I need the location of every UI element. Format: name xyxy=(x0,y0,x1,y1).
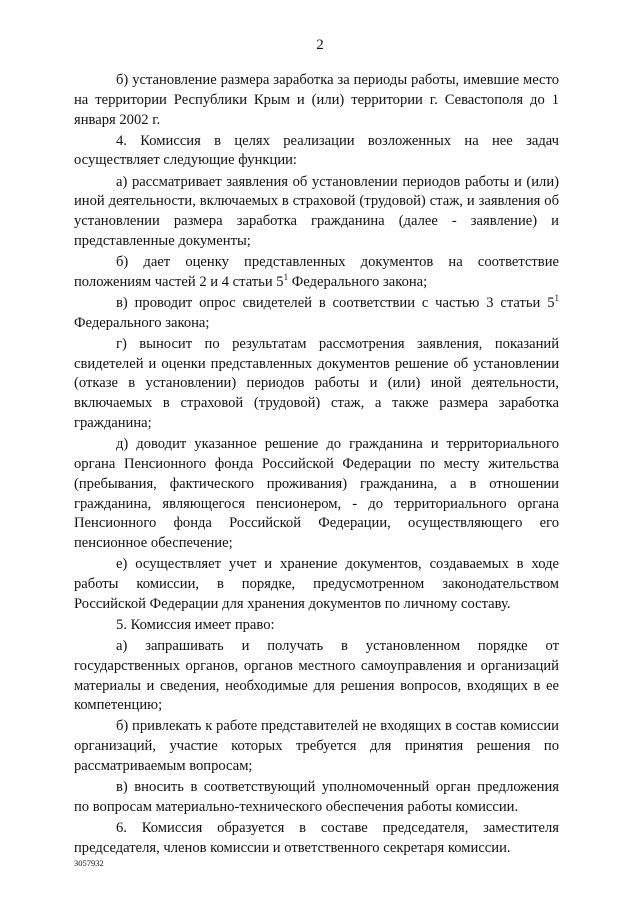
document-body xyxy=(74,71,559,860)
paragraph-right-a: а) запрашивать и получать в установленном порядке от государственных органов, органов местного самоуправления и организаций материалы и сведения, необходимые для решения вопросов, входящих в ее компетенцию; xyxy=(74,637,559,714)
paragraph-function-v: в) проводит опрос свидетелей в соответствии с частью 3 статьи $5^1$ Федерального закона; xyxy=(74,292,559,331)
paragraph-function-a: а) рассматривает заявления об установлении периодов работы и (или) иной деятельности, включаемых в страховой (трудовой) стаж, и заявления об установлении размера заработка гражданина (далее - заявление) и представленные документы; xyxy=(74,173,559,249)
paragraph-commission-composition: 6. Комиссия образуется в составе председателя, заместителя председателя, членов комиссии и ответственного секретаря комиссии. xyxy=(74,820,559,856)
superscript-article: 1 xyxy=(283,271,289,282)
document-code: 3057932 xyxy=(74,858,104,868)
paragraph-function-d: д) доводит указанное решение до гражданина и территориального органа Пенсионного фонда Российской Федерации по месту жительства (пребывания, фактического проживания) гражданина, а в отношении гражданина, являющегося пенсионером, - до территориального органа Пенсионного фонда Российской Федерации, осуществляющего его пенсионное обеспечение; xyxy=(74,436,559,552)
paragraph-salary-crimea: б) установление размера заработка за периоды работы, имевшие место на территории Республики Крым и (или) территории г. Севастополя до 1 января 2002 г. xyxy=(74,72,559,128)
paragraph-function-g: г) выносит по результатам рассмотрения заявления, показаний свидетелей и оценки представленных документов решение об установлении (отказе в установлении) периодов работы и (или) иной деятельности, включаемых в страховой (трудовой) стаж, а также размера заработка гражданина; xyxy=(74,335,559,432)
superscript-article: 1 xyxy=(554,292,559,303)
paragraph-function-e: е) осуществляет учет и хранение документов, создаваемых в ходе работы комиссии, в порядке, предусмотренном законодательством Российской Федерации для хранения документов по личному составу. xyxy=(74,556,559,612)
paragraph-function-b: б) дает оценку представленных документов на соответствие положениям частей 2 и 4 статьи $5^1$ Федерального закона; xyxy=(74,254,559,290)
paragraph-commission-functions: 4. Комиссия в целях реализации возложенных на нее задач осуществляет следующие функции: xyxy=(74,132,559,169)
paragraph-commission-rights: 5. Комиссия имеет право: xyxy=(116,616,275,633)
paragraph-right-b: б) привлекать к работе представителей не входящих в состав комиссии организаций, участие которых требуется для принятия решения по рассматриваемым вопросам; xyxy=(74,718,559,775)
paragraph-right-v: в) вносить в соответствующий уполномоченный орган предложения по вопросам материально-технического обеспечения работы комиссии. xyxy=(74,779,559,815)
page-number: 2 xyxy=(316,37,324,53)
